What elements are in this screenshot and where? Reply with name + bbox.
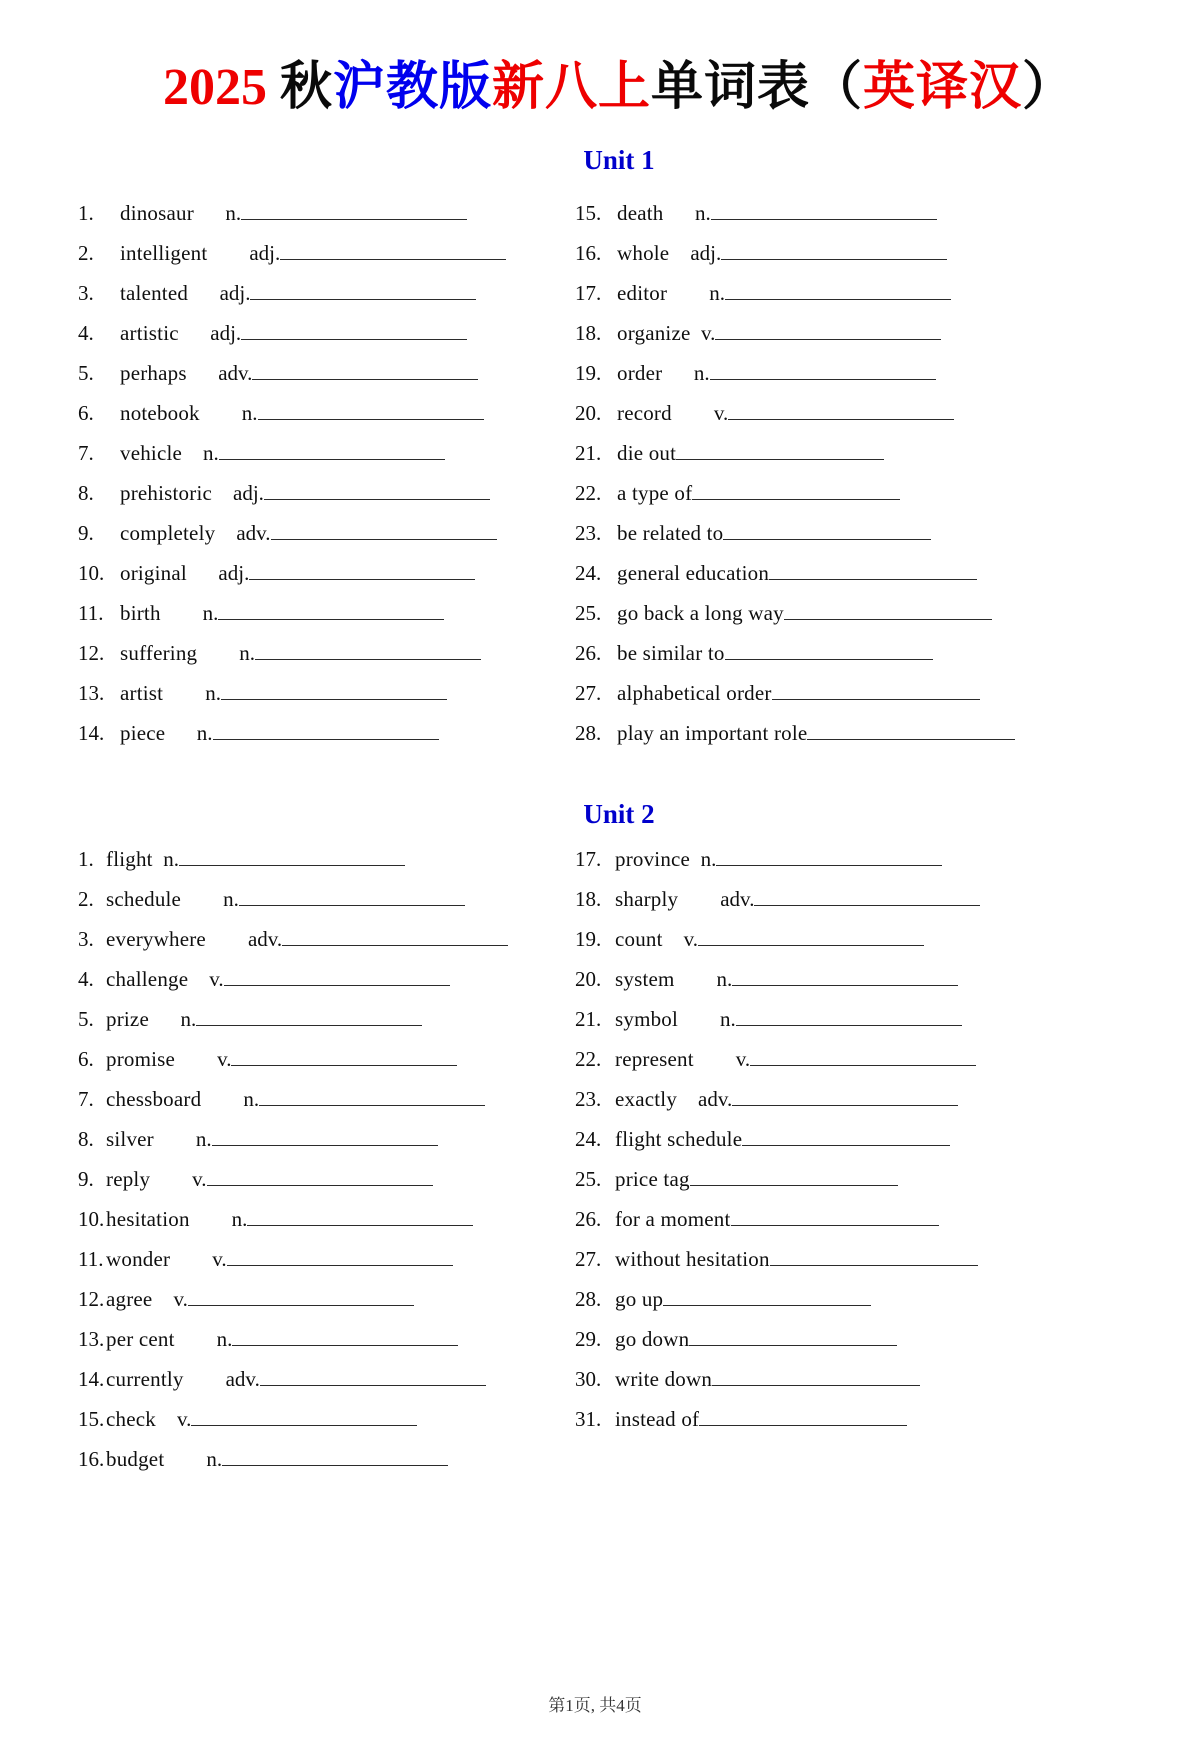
item-number: 9.: [78, 521, 94, 546]
word-row: [575, 233, 1160, 273]
answer-blank: [750, 1065, 976, 1066]
unit-2-section: [78, 797, 1160, 1479]
item-number: 15.: [575, 201, 602, 226]
item-pos: n.: [181, 887, 239, 912]
word-row: [78, 593, 575, 633]
word-row: [575, 919, 1160, 959]
answer-blank: [212, 1145, 438, 1146]
item-pos: n.: [148, 1007, 197, 1032]
unit-2-right-column: [575, 839, 1160, 1479]
item-pos: v.: [152, 1287, 188, 1312]
answer-blank: [282, 945, 508, 946]
item-word: notebook: [120, 401, 200, 426]
answer-blank: [252, 379, 478, 380]
item-number: 26.: [575, 641, 602, 666]
item-pos: n.: [690, 847, 717, 872]
item-number: 22.: [575, 481, 602, 506]
word-row: [78, 353, 575, 393]
word-row: [78, 1279, 575, 1319]
item-pos: n.: [201, 1087, 260, 1112]
item-word: wonder: [106, 1247, 171, 1272]
answer-blank: [255, 659, 481, 660]
worksheet-page: [0, 56, 1190, 1479]
item-word: prize: [106, 1007, 149, 1032]
item-pos: n.: [153, 1127, 212, 1152]
answer-blank: [280, 259, 506, 260]
item-number: 2.: [78, 887, 94, 912]
title-segment: ）: [1022, 57, 1076, 117]
item-number: 2.: [78, 241, 94, 266]
item-pos: v.: [662, 927, 699, 952]
answer-blank: [807, 739, 1015, 740]
word-row: [78, 1359, 575, 1399]
answer-blank: [247, 1225, 473, 1226]
item-pos: n.: [163, 681, 221, 706]
word-row: [575, 393, 1160, 433]
title-segment: 2025: [162, 59, 280, 116]
item-number: 1.: [78, 201, 94, 226]
answer-blank: [731, 1225, 939, 1226]
item-pos: n.: [182, 441, 219, 466]
item-number: 5.: [78, 361, 94, 386]
word-row: [78, 1319, 575, 1359]
item-pos: n.: [667, 281, 725, 306]
item-word: silver: [106, 1127, 154, 1152]
item-number: 20.: [575, 967, 602, 992]
item-word: artistic: [120, 321, 179, 346]
answer-blank: [232, 1345, 458, 1346]
item-number: 5.: [78, 1007, 94, 1032]
word-row: [78, 273, 575, 313]
item-word: editor: [617, 281, 668, 306]
item-number: 7.: [78, 1087, 94, 1112]
answer-blank: [188, 1305, 414, 1306]
title-segment: 英译汉: [863, 57, 1023, 117]
answer-blank: [259, 1105, 485, 1106]
item-word: birth: [120, 601, 161, 626]
item-word: check: [106, 1407, 156, 1432]
answer-blank: [258, 419, 484, 420]
phrase-row: [575, 473, 1160, 513]
item-pos: adv.: [215, 521, 271, 546]
word-row: [78, 919, 575, 959]
item-number: 14.: [78, 721, 105, 746]
answer-blank: [784, 619, 992, 620]
title-segment: 新八上: [491, 57, 651, 117]
phrase-row: [575, 433, 1160, 473]
word-row: [78, 233, 575, 273]
item-number: 8.: [78, 1127, 94, 1152]
item-number: 22.: [575, 1047, 602, 1072]
page-footer: 第1页, 共4页: [548, 1696, 642, 1715]
item-pos: n.: [674, 967, 733, 992]
item-number: 24.: [575, 1127, 602, 1152]
item-number: 10.: [78, 561, 105, 586]
item-word: completely: [120, 521, 216, 546]
title-segment: 沪教版: [332, 57, 492, 117]
item-word: count: [615, 927, 663, 952]
phrase-row: [575, 1199, 1160, 1239]
answer-blank: [715, 339, 941, 340]
item-word: hesitation: [106, 1207, 190, 1232]
item-word: write down: [615, 1367, 713, 1392]
answer-blank: [692, 499, 900, 500]
item-word: order: [617, 361, 663, 386]
item-word: exactly: [615, 1087, 678, 1112]
word-row: [78, 393, 575, 433]
unit-1-left-column: [78, 193, 575, 753]
answer-blank: [224, 985, 450, 986]
word-row: [78, 1119, 575, 1159]
answer-blank: [250, 299, 476, 300]
word-row: [575, 193, 1160, 233]
answer-blank: [222, 1465, 448, 1466]
item-word: symbol: [615, 1007, 679, 1032]
item-number: 7.: [78, 441, 94, 466]
item-number: 3.: [78, 281, 94, 306]
item-pos: n.: [678, 1007, 736, 1032]
item-number: 4.: [78, 967, 94, 992]
word-row: [575, 879, 1160, 919]
item-word: whole: [617, 241, 670, 266]
word-row: [78, 879, 575, 919]
answer-blank: [249, 579, 475, 580]
item-number: 11.: [78, 601, 104, 626]
answer-blank: [728, 419, 954, 420]
item-word: challenge: [106, 967, 189, 992]
answer-blank: [725, 659, 933, 660]
phrase-row: [575, 1119, 1160, 1159]
word-row: [575, 353, 1160, 393]
item-pos: adv.: [183, 1367, 260, 1392]
answer-blank: [742, 1145, 950, 1146]
answer-blank: [772, 699, 980, 700]
item-number: 19.: [575, 361, 602, 386]
answer-blank: [770, 1265, 978, 1266]
item-pos: v.: [693, 1047, 751, 1072]
item-word: system: [615, 967, 675, 992]
unit-1-heading: Unit 1: [583, 145, 655, 176]
item-pos: n.: [189, 1207, 248, 1232]
word-row: [78, 433, 575, 473]
unit-2-columns: [78, 839, 1160, 1479]
answer-blank: [239, 905, 465, 906]
item-pos: v.: [671, 401, 729, 426]
word-row: [575, 313, 1160, 353]
word-row: [575, 999, 1160, 1039]
word-row: [78, 673, 575, 713]
answer-blank: [260, 1385, 486, 1386]
item-number: 13.: [78, 1327, 105, 1352]
phrase-row: [575, 713, 1160, 753]
answer-blank: [179, 865, 405, 866]
word-row: [78, 513, 575, 553]
item-number: 28.: [575, 721, 602, 746]
answer-blank: [689, 1345, 897, 1346]
item-number: 15.: [78, 1407, 105, 1432]
item-word: sharply: [615, 887, 679, 912]
unit-1-section: [78, 143, 1160, 753]
item-number: 17.: [575, 281, 602, 306]
page-title: [78, 56, 1160, 119]
unit-1-right-column: [575, 193, 1160, 753]
item-word: piece: [120, 721, 166, 746]
answer-blank: [690, 1185, 898, 1186]
word-row: [78, 839, 575, 879]
item-word: be similar to: [617, 641, 725, 666]
answer-blank: [721, 259, 947, 260]
word-row: [575, 273, 1160, 313]
item-word: intelligent: [120, 241, 208, 266]
item-pos: adj.: [207, 241, 281, 266]
word-row: [78, 1439, 575, 1479]
phrase-row: [575, 1279, 1160, 1319]
word-row: [78, 999, 575, 1039]
item-number: 16.: [78, 1447, 105, 1472]
item-word: agree: [106, 1287, 153, 1312]
item-pos: adv.: [678, 887, 755, 912]
item-pos: adv.: [186, 361, 253, 386]
item-word: represent: [615, 1047, 694, 1072]
item-word: be related to: [617, 521, 724, 546]
item-number: 10.: [78, 1207, 105, 1232]
item-word: vehicle: [120, 441, 183, 466]
answer-blank: [207, 1185, 433, 1186]
answer-blank: [241, 219, 467, 220]
item-word: flight schedule: [615, 1127, 743, 1152]
item-number: 27.: [575, 681, 602, 706]
item-number: 1.: [78, 847, 94, 872]
unit-2-heading: Unit 2: [583, 799, 655, 830]
item-pos: n.: [663, 201, 711, 226]
item-number: 26.: [575, 1207, 602, 1232]
item-word: death: [617, 201, 664, 226]
item-number: 28.: [575, 1287, 602, 1312]
item-number: 31.: [575, 1407, 602, 1432]
item-number: 21.: [575, 441, 602, 466]
unit-1-columns: [78, 193, 1160, 753]
word-row: [78, 1079, 575, 1119]
item-word: without hesitation: [615, 1247, 770, 1272]
word-row: [78, 473, 575, 513]
answer-blank: [723, 539, 931, 540]
item-pos: v.: [690, 321, 716, 346]
item-number: 6.: [78, 401, 94, 426]
phrase-row: [575, 1399, 1160, 1439]
item-word: original: [120, 561, 187, 586]
word-row: [78, 1399, 575, 1439]
answer-blank: [213, 739, 439, 740]
word-row: [78, 553, 575, 593]
phrase-row: [575, 1239, 1160, 1279]
item-number: 25.: [575, 1167, 602, 1192]
item-pos: v.: [175, 1047, 232, 1072]
answer-blank: [754, 905, 980, 906]
item-word: die out: [617, 441, 677, 466]
item-number: 8.: [78, 481, 94, 506]
item-word: prehistoric: [120, 481, 213, 506]
item-word: go up: [615, 1287, 664, 1312]
item-pos: v.: [155, 1407, 192, 1432]
word-row: [78, 1239, 575, 1279]
item-pos: n.: [152, 847, 179, 872]
phrase-row: [575, 553, 1160, 593]
word-row: [78, 713, 575, 753]
item-pos: v.: [188, 967, 224, 992]
item-pos: adj.: [178, 321, 242, 346]
answer-blank: [710, 379, 936, 380]
item-number: 27.: [575, 1247, 602, 1272]
item-number: 14.: [78, 1367, 105, 1392]
item-number: 3.: [78, 927, 94, 952]
answer-blank: [699, 1425, 907, 1426]
answer-blank: [769, 579, 977, 580]
item-number: 23.: [575, 1087, 602, 1112]
item-word: perhaps: [120, 361, 187, 386]
phrase-row: [575, 633, 1160, 673]
item-number: 12.: [78, 641, 105, 666]
phrase-row: [575, 673, 1160, 713]
item-pos: adj.: [186, 561, 250, 586]
item-word: chessboard: [106, 1087, 202, 1112]
item-number: 6.: [78, 1047, 94, 1072]
item-word: currently: [106, 1367, 184, 1392]
item-word: play an important role: [617, 721, 808, 746]
item-pos: n.: [174, 1327, 233, 1352]
answer-blank: [711, 219, 937, 220]
item-pos: n.: [164, 1447, 223, 1472]
item-word: a type of: [617, 481, 693, 506]
item-pos: n.: [199, 401, 258, 426]
item-number: 12.: [78, 1287, 105, 1312]
item-number: 20.: [575, 401, 602, 426]
item-pos: n.: [662, 361, 710, 386]
answer-blank: [736, 1025, 962, 1026]
item-number: 4.: [78, 321, 94, 346]
item-word: talented: [120, 281, 189, 306]
item-pos: adv.: [205, 927, 283, 952]
item-word: dinosaur: [120, 201, 194, 226]
word-row: [78, 633, 575, 673]
item-pos: adj.: [212, 481, 264, 506]
unit-2-left-column: [78, 839, 575, 1479]
answer-blank: [712, 1385, 920, 1386]
item-number: 13.: [78, 681, 105, 706]
item-word: go back a long way: [617, 601, 784, 626]
word-row: [78, 1159, 575, 1199]
item-word: artist: [120, 681, 164, 706]
phrase-row: [575, 593, 1160, 633]
item-word: promise: [106, 1047, 176, 1072]
answer-blank: [221, 699, 447, 700]
item-number: 19.: [575, 927, 602, 952]
item-pos: n.: [193, 201, 242, 226]
item-word: suffering: [120, 641, 198, 666]
word-row: [78, 193, 575, 233]
item-pos: v.: [150, 1167, 207, 1192]
answer-blank: [231, 1065, 457, 1066]
item-number: 17.: [575, 847, 602, 872]
phrase-row: [575, 1319, 1160, 1359]
item-word: organize: [617, 321, 691, 346]
item-pos: n.: [165, 721, 213, 746]
word-row: [575, 959, 1160, 999]
item-word: for a moment: [615, 1207, 731, 1232]
item-pos: adj.: [188, 281, 251, 306]
word-row: [575, 1039, 1160, 1079]
item-word: schedule: [106, 887, 182, 912]
item-number: 9.: [78, 1167, 94, 1192]
item-pos: n.: [197, 641, 255, 666]
item-number: 18.: [575, 887, 602, 912]
phrase-row: [575, 1159, 1160, 1199]
word-row: [575, 1079, 1160, 1119]
answer-blank: [264, 499, 490, 500]
answer-blank: [698, 945, 924, 946]
word-row: [575, 839, 1160, 879]
answer-blank: [219, 459, 445, 460]
word-row: [78, 313, 575, 353]
item-word: instead of: [615, 1407, 700, 1432]
item-number: 29.: [575, 1327, 602, 1352]
word-row: [78, 959, 575, 999]
answer-blank: [196, 1025, 422, 1026]
item-number: 23.: [575, 521, 602, 546]
word-row: [78, 1039, 575, 1079]
answer-blank: [191, 1425, 417, 1426]
word-row: [78, 1199, 575, 1239]
phrase-row: [575, 1359, 1160, 1399]
answer-blank: [732, 1105, 958, 1106]
item-number: 25.: [575, 601, 602, 626]
item-number: 11.: [78, 1247, 104, 1272]
item-number: 18.: [575, 321, 602, 346]
answer-blank: [218, 619, 444, 620]
item-word: price tag: [615, 1167, 690, 1192]
item-number: 30.: [575, 1367, 602, 1392]
item-pos: adv.: [677, 1087, 733, 1112]
title-segment: 单词表（: [651, 57, 864, 117]
answer-blank: [725, 299, 951, 300]
item-word: province: [615, 847, 691, 872]
title-segment: 秋: [279, 57, 333, 117]
answer-blank: [663, 1305, 871, 1306]
item-word: record: [617, 401, 672, 426]
item-word: budget: [106, 1447, 165, 1472]
answer-blank: [241, 339, 467, 340]
item-pos: v.: [170, 1247, 227, 1272]
answer-blank: [732, 985, 958, 986]
item-word: per cent: [106, 1327, 175, 1352]
item-number: 21.: [575, 1007, 602, 1032]
item-word: general education: [617, 561, 770, 586]
item-number: 24.: [575, 561, 602, 586]
answer-blank: [227, 1265, 453, 1266]
item-word: everywhere: [106, 927, 206, 952]
answer-blank: [271, 539, 497, 540]
phrase-row: [575, 513, 1160, 553]
answer-blank: [716, 865, 942, 866]
item-number: 16.: [575, 241, 602, 266]
item-word: alphabetical order: [617, 681, 772, 706]
item-word: flight: [106, 847, 153, 872]
item-word: go down: [615, 1327, 690, 1352]
item-pos: adj.: [669, 241, 722, 266]
answer-blank: [676, 459, 884, 460]
item-word: reply: [106, 1167, 151, 1192]
item-pos: n.: [160, 601, 219, 626]
